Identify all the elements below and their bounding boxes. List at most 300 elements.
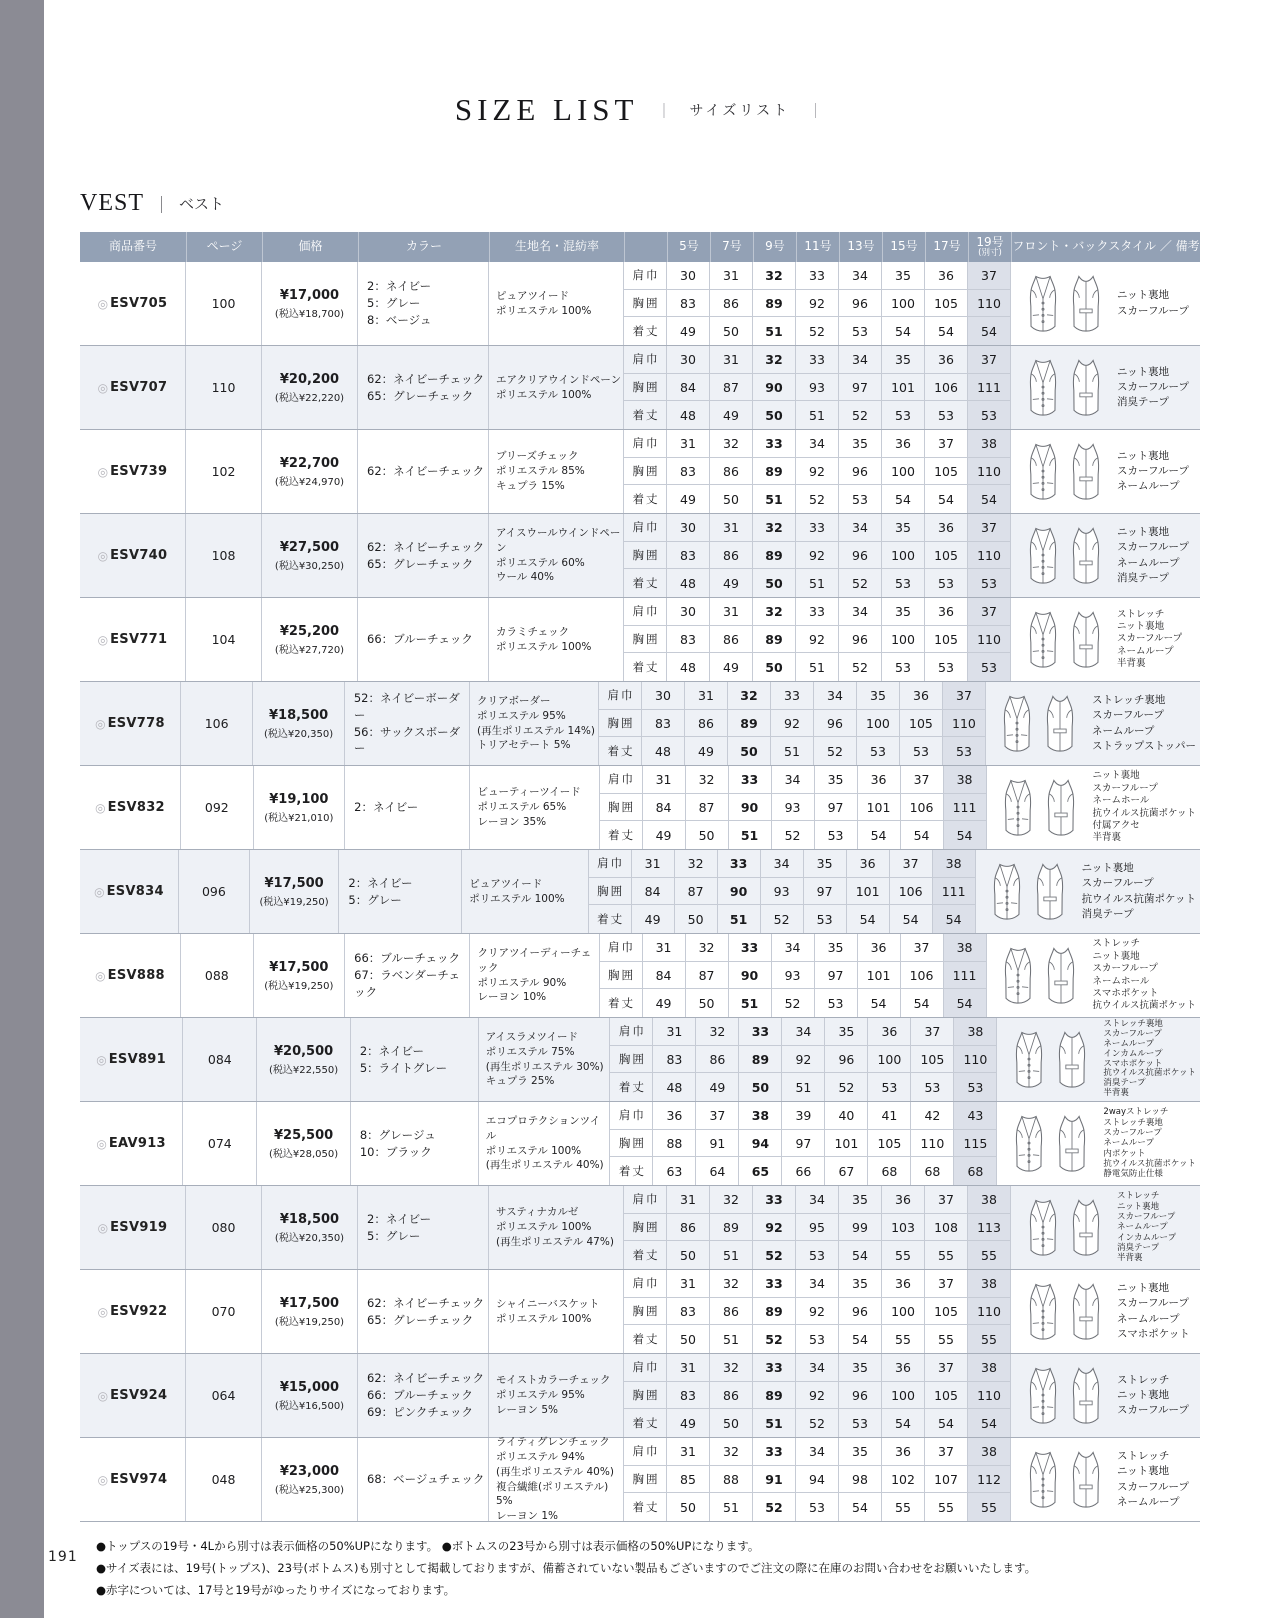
size-value: 83 <box>667 542 710 570</box>
note-line: ネームループ <box>1117 1495 1180 1508</box>
size-value: 34 <box>839 514 882 542</box>
measure-label: 肩巾 <box>599 682 642 710</box>
product-code: ESV891 <box>108 1052 166 1067</box>
fabric-line: ポリエステル 100% <box>496 304 592 317</box>
product-code: ESV919 <box>110 1220 168 1235</box>
size-value: 89 <box>753 626 796 654</box>
fabric-cell <box>489 346 624 429</box>
color-option: 5：グレー <box>367 296 421 311</box>
color-option: 8：ベージュ <box>367 312 432 327</box>
price-cell <box>257 1018 351 1101</box>
size-value: 53 <box>954 1073 997 1101</box>
color-option: 5：グレー <box>348 892 402 907</box>
size-value: 52 <box>796 317 839 345</box>
color-options-cell <box>358 262 489 345</box>
measure-row-肩巾 <box>624 1186 1011 1214</box>
size-value: 63 <box>653 1157 696 1185</box>
measure-label: 胸囲 <box>599 710 642 738</box>
size-value: 48 <box>667 653 710 681</box>
product-code-cell <box>80 346 186 429</box>
size-value: 101 <box>858 794 901 822</box>
size-value: 31 <box>667 1270 710 1298</box>
header-size-19 <box>968 232 1011 262</box>
size-value: 32 <box>710 1438 753 1466</box>
measure-label: 胸囲 <box>610 1046 653 1074</box>
tax-included-price: (税込¥21,010) <box>264 812 334 824</box>
product-code-mark: ◎ <box>97 1388 109 1403</box>
price-cell <box>253 682 344 765</box>
price: ¥27,500 <box>279 539 340 555</box>
vest-back-illustration <box>1067 525 1105 587</box>
vest-back-illustration <box>1041 693 1079 755</box>
product-code: ESV740 <box>110 548 168 563</box>
note-line: ニット裏地 <box>1081 862 1134 875</box>
size-value: 38 <box>968 430 1011 458</box>
size-value: 50 <box>667 1493 710 1521</box>
measure-row-肩巾 <box>624 1354 1011 1382</box>
size-value: 50 <box>753 653 796 681</box>
fabric-line: ポリエステル 100% <box>469 892 565 905</box>
size-value: 34 <box>782 1018 825 1046</box>
size-value: 31 <box>710 262 753 290</box>
size-value: 55 <box>968 1325 1011 1353</box>
size-value: 50 <box>710 485 753 513</box>
note-line: ストレッチ <box>1117 1191 1160 1202</box>
measure-row-着丈 <box>624 1409 1011 1437</box>
fabric-line: ポリエステル 90% <box>477 976 567 989</box>
product-code-mark: ◎ <box>97 548 109 563</box>
size-value: 48 <box>653 1073 696 1101</box>
size-value: 50 <box>753 401 796 429</box>
fabric-cell <box>479 1102 611 1185</box>
style-notes-cell <box>1011 1270 1200 1353</box>
measure-row-肩巾 <box>589 850 976 878</box>
size-value: 54 <box>925 317 968 345</box>
section-heading-ja: ベスト <box>179 195 225 213</box>
size-value: 53 <box>815 821 858 849</box>
measure-label: 肩巾 <box>610 1018 653 1046</box>
size-value: 100 <box>882 626 925 654</box>
size-value: 34 <box>839 346 882 374</box>
size-value: 37 <box>968 598 1011 626</box>
note-line: 抗ウイルス抗菌ポケット <box>1103 1159 1196 1170</box>
size-value: 36 <box>882 1354 925 1382</box>
size-value: 85 <box>667 1466 710 1494</box>
note-line: 消臭テープ <box>1117 571 1169 584</box>
size-value: 36 <box>858 934 901 962</box>
measure-row-肩巾 <box>610 1102 997 1130</box>
color-option: 67：ラベンダーチェック <box>354 968 460 999</box>
size-value: 86 <box>710 626 753 654</box>
measure-label: 胸囲 <box>624 290 667 318</box>
size-value: 96 <box>825 1046 868 1074</box>
size-value: 110 <box>954 1046 997 1074</box>
size-value: 33 <box>718 850 761 878</box>
size-value: 54 <box>839 1325 882 1353</box>
note-line: ネームループ <box>1091 724 1155 737</box>
measure-row-胸囲 <box>624 542 1011 570</box>
vest-back-illustration <box>1067 1365 1105 1427</box>
size-value: 83 <box>642 710 685 738</box>
size-value: 106 <box>890 878 933 906</box>
tax-included-price: (税込¥25,300) <box>274 1484 345 1496</box>
size-value: 105 <box>925 542 968 570</box>
color-option: 2：ネイビー <box>354 800 419 815</box>
size-value: 38 <box>968 1438 1011 1466</box>
size-value: 54 <box>901 821 944 849</box>
header-size-9号: 9号 <box>753 232 796 262</box>
color-option: 69：ピンクチェック <box>367 1404 474 1419</box>
notes-list <box>1082 861 1196 922</box>
note-line: ストレッチ裏地 <box>1103 1019 1163 1030</box>
note-line: 付属アクセ <box>1092 819 1140 831</box>
color-option: 66：ブルーチェック <box>367 632 473 647</box>
tax-included-price: (税込¥16,500) <box>274 1400 345 1412</box>
measure-row-着丈 <box>624 317 1011 345</box>
page-ref-cell <box>186 346 262 429</box>
size-value: 53 <box>839 485 882 513</box>
size-value: 36 <box>847 850 890 878</box>
note-line: ストレッチ <box>1092 938 1140 950</box>
size-value: 35 <box>839 1270 882 1298</box>
product-row-ESV771 <box>80 598 1200 682</box>
size-value: 54 <box>944 821 987 849</box>
size-value: 54 <box>839 1241 882 1269</box>
note-line: スカーフループ <box>1081 877 1154 890</box>
price-cell <box>262 1186 358 1269</box>
size-value: 53 <box>925 569 968 597</box>
color-options-cell <box>351 1102 479 1185</box>
price: ¥22,700 <box>279 455 340 471</box>
page-ref-cell <box>186 598 262 681</box>
size-value: 32 <box>753 346 796 374</box>
notes-list <box>1117 365 1189 411</box>
measure-label: 胸囲 <box>624 626 667 654</box>
size-value: 37 <box>968 346 1011 374</box>
size-value: 66 <box>782 1157 825 1185</box>
size-value: 32 <box>710 1186 753 1214</box>
fabric-line: ポリエステル 85% <box>496 465 585 478</box>
size-value: 83 <box>667 290 710 318</box>
footnote-line: ●サイズ表には、19号(トップス)、23号(ボトムス)も別寸として掲載しておりますが、備蓄されていない製品もございますのでご注文の際に在庫のお問い合わせをお願いいたします。 <box>96 1560 1037 1575</box>
product-code: ESV832 <box>107 800 165 815</box>
vest-back-illustration <box>1042 777 1080 839</box>
notes-list <box>1103 1107 1196 1180</box>
note-line: スカーフループ <box>1117 1404 1190 1417</box>
size-value: 50 <box>739 1073 782 1101</box>
size-value: 111 <box>944 794 987 822</box>
notes-list <box>1117 1191 1176 1264</box>
size-value: 35 <box>815 934 858 962</box>
measure-label: 肩巾 <box>624 1270 667 1298</box>
fabric-line: ブリーズチェック <box>496 450 579 463</box>
size-value: 92 <box>753 1214 796 1242</box>
size-value: 53 <box>968 401 1011 429</box>
product-code-cell <box>80 1018 183 1101</box>
product-code-cell <box>80 1270 186 1353</box>
price: ¥18,500 <box>268 707 329 723</box>
color-option: 8：グレージュ <box>359 1127 436 1142</box>
size-grid <box>589 850 976 933</box>
fabric-line: (再生ポリエステル 30%) <box>485 1060 604 1073</box>
vest-illustrations <box>1021 357 1107 419</box>
size-value: 54 <box>858 821 901 849</box>
product-code-cell <box>80 1354 186 1437</box>
product-code-mark: ◎ <box>94 884 105 899</box>
size-value: 31 <box>710 346 753 374</box>
size-value: 86 <box>710 290 753 318</box>
style-notes-cell <box>997 1018 1200 1101</box>
vest-illustrations <box>1021 1197 1107 1259</box>
size-value: 83 <box>667 1382 710 1410</box>
size-value: 110 <box>911 1130 954 1158</box>
product-code-mark: ◎ <box>95 716 106 731</box>
note-line: ニット裏地 <box>1117 289 1170 302</box>
note-line: スカーフループ <box>1103 1028 1162 1039</box>
product-code: ESV707 <box>110 380 168 395</box>
price-cell <box>262 1438 358 1521</box>
size-value: 52 <box>753 1325 796 1353</box>
size-value: 32 <box>710 1270 753 1298</box>
style-notes-cell <box>1011 1354 1200 1437</box>
fabric-cell <box>470 934 599 1017</box>
size-value: 38 <box>944 934 987 962</box>
size-value: 39 <box>782 1102 825 1130</box>
product-code-mark: ◎ <box>97 1304 109 1319</box>
size-value: 33 <box>796 514 839 542</box>
size-value: 31 <box>710 514 753 542</box>
header-page: ページ <box>186 232 262 262</box>
price-cell <box>257 1102 351 1185</box>
fabric-line: アイスラメツイード <box>485 1031 579 1044</box>
size-value: 48 <box>642 737 685 765</box>
size-value: 38 <box>954 1018 997 1046</box>
size-value: 91 <box>753 1466 796 1494</box>
product-code: ESV922 <box>110 1304 168 1319</box>
size-value: 50 <box>753 569 796 597</box>
size-value: 97 <box>804 878 847 906</box>
fabric-line: シャイニーバスケット <box>496 1297 600 1310</box>
size-value: 32 <box>753 262 796 290</box>
fabric-line: アイスウールウインドペーン <box>496 527 621 554</box>
note-line: 静電気防止仕様 <box>1103 1169 1163 1180</box>
size-value: 37 <box>943 682 986 710</box>
note-line: スマホポケット <box>1092 987 1159 999</box>
product-row-ESV705 <box>80 262 1200 346</box>
product-row-EAV913 <box>80 1102 1200 1186</box>
size-value: 111 <box>968 374 1011 402</box>
size-value: 92 <box>796 1298 839 1326</box>
measure-label: 着丈 <box>589 905 632 933</box>
style-notes-cell <box>986 682 1200 765</box>
price: ¥20,500 <box>273 1043 334 1059</box>
fabric-cell <box>489 1186 624 1269</box>
long-vest-illustrations <box>1007 1113 1093 1175</box>
size-value: 94 <box>739 1130 782 1158</box>
size-value: 100 <box>882 458 925 486</box>
product-code-cell <box>80 1186 186 1269</box>
measure-row-胸囲 <box>624 374 1011 402</box>
notes-list <box>1117 1449 1189 1510</box>
note-line: ストレッチ裏地 <box>1091 694 1166 707</box>
size-value: 30 <box>642 682 685 710</box>
size-value: 55 <box>968 1241 1011 1269</box>
size-value: 49 <box>632 905 675 933</box>
size-value: 31 <box>667 1186 710 1214</box>
size-value: 34 <box>772 934 815 962</box>
size-value: 105 <box>925 290 968 318</box>
size-value: 105 <box>900 710 943 738</box>
size-grid <box>624 262 1011 345</box>
product-row-ESV740 <box>80 514 1200 598</box>
vest-illustrations <box>1021 1281 1107 1343</box>
measure-label: 胸囲 <box>624 1466 667 1494</box>
size-value: 111 <box>933 878 976 906</box>
size-value: 90 <box>729 962 772 990</box>
vest-illustrations <box>1021 1449 1107 1511</box>
size-value: 33 <box>753 1186 796 1214</box>
size-value: 38 <box>944 766 987 794</box>
note-line: ニット裏地 <box>1117 365 1170 378</box>
page-title-ja: サイズリスト <box>689 103 791 119</box>
size-value: 50 <box>728 737 771 765</box>
measure-label: 着丈 <box>610 1073 653 1101</box>
measure-row-着丈 <box>624 653 1011 681</box>
page-number: 191 <box>48 1549 78 1565</box>
table-body <box>80 262 1200 1522</box>
fabric-line: クリアボーダー <box>477 695 551 708</box>
size-value: 32 <box>753 514 796 542</box>
page-ref: 092 <box>204 800 229 815</box>
size-grid <box>610 1018 997 1101</box>
measure-row-着丈 <box>600 989 987 1017</box>
size-value: 34 <box>796 1186 839 1214</box>
fabric-line: クリアツイーディーチェック <box>477 947 592 974</box>
color-options-cell <box>345 766 470 849</box>
color-option: 62：ネイビーチェック <box>367 1295 485 1310</box>
note-line: スカーフループ <box>1117 1480 1190 1493</box>
size-grid <box>624 514 1011 597</box>
size-value: 50 <box>667 1241 710 1269</box>
note-line: ストレッチ <box>1117 1450 1170 1463</box>
product-code-cell <box>80 850 179 933</box>
size-value: 54 <box>944 989 987 1017</box>
color-option: 2：ネイビー <box>367 1211 432 1226</box>
size-value: 100 <box>868 1046 911 1074</box>
product-code-cell <box>80 262 186 345</box>
measure-row-胸囲 <box>599 710 986 738</box>
product-row-ESV919 <box>80 1186 1200 1270</box>
size-value: 51 <box>729 989 772 1017</box>
page-title-en: SIZE LIST <box>454 92 639 127</box>
measure-row-着丈 <box>589 905 976 933</box>
vest-illustrations <box>996 693 1082 755</box>
color-option: 65：グレーチェック <box>367 556 474 571</box>
product-code-cell <box>80 766 181 849</box>
size-value: 97 <box>815 794 858 822</box>
size-value: 97 <box>839 374 882 402</box>
size-value: 107 <box>925 1466 968 1494</box>
size-value: 96 <box>839 458 882 486</box>
table-header-row <box>80 232 1200 262</box>
measure-label: 肩巾 <box>624 1438 667 1466</box>
measure-label: 肩巾 <box>600 766 643 794</box>
measure-row-肩巾 <box>624 430 1011 458</box>
size-value: 49 <box>643 989 686 1017</box>
size-value: 105 <box>911 1046 954 1074</box>
measure-row-胸囲 <box>624 1214 1011 1242</box>
size-value: 100 <box>857 710 900 738</box>
size-list-table <box>80 232 1200 1522</box>
tax-included-price: (税込¥22,550) <box>269 1064 339 1076</box>
size-value: 51 <box>753 1409 796 1437</box>
color-option: 68：ベージュチェック <box>367 1472 485 1487</box>
size-value: 98 <box>839 1466 882 1494</box>
vest-illustrations <box>997 945 1083 1007</box>
size-value: 54 <box>933 905 976 933</box>
notes-list <box>1103 1020 1196 1099</box>
fabric-line: カラミチェック <box>496 625 570 638</box>
size-value: 34 <box>839 598 882 626</box>
measure-label: 肩巾 <box>624 262 667 290</box>
vest-front-illustration <box>998 693 1036 755</box>
fabric-cell <box>489 430 624 513</box>
size-value: 31 <box>632 850 675 878</box>
size-value: 53 <box>868 1073 911 1101</box>
size-value: 96 <box>839 1298 882 1326</box>
size-value: 35 <box>882 598 925 626</box>
fabric-line: ポリエステル 100% <box>485 1144 582 1157</box>
size-value: 50 <box>710 1409 753 1437</box>
size-grid <box>624 1186 1011 1269</box>
size-value: 110 <box>968 1298 1011 1326</box>
note-line: スカーフループ <box>1117 633 1183 645</box>
size-value: 103 <box>882 1214 925 1242</box>
size-value: 50 <box>710 317 753 345</box>
vest-back-illustration <box>1067 273 1105 335</box>
size-value: 36 <box>900 682 943 710</box>
color-option: 62：ネイビーチェック <box>367 371 485 386</box>
vest-illustrations <box>986 861 1072 923</box>
measure-row-胸囲 <box>624 1382 1011 1410</box>
tax-included-price: (税込¥19,250) <box>264 980 334 992</box>
size-value: 52 <box>839 401 882 429</box>
style-notes-cell <box>987 766 1200 849</box>
size-value: 89 <box>753 542 796 570</box>
size-value: 36 <box>925 598 968 626</box>
size-value: 33 <box>753 430 796 458</box>
size-value: 51 <box>753 485 796 513</box>
fabric-cell <box>470 766 599 849</box>
size-value: 110 <box>968 626 1011 654</box>
size-value: 55 <box>925 1493 968 1521</box>
size-value: 35 <box>839 1438 882 1466</box>
page-ref-cell <box>179 850 250 933</box>
size-value: 36 <box>882 1186 925 1214</box>
vest-illustrations <box>1021 609 1107 671</box>
size-value: 54 <box>882 485 925 513</box>
size-value: 90 <box>753 374 796 402</box>
price: ¥17,000 <box>279 287 340 303</box>
vest-illustrations <box>1021 273 1107 335</box>
size-value: 52 <box>796 485 839 513</box>
note-line: ネームループ <box>1117 645 1174 657</box>
color-options-cell <box>358 1270 489 1353</box>
price-cell <box>254 934 346 1017</box>
size-value: 35 <box>882 346 925 374</box>
size-value: 53 <box>968 653 1011 681</box>
measure-label: 着丈 <box>624 1325 667 1353</box>
